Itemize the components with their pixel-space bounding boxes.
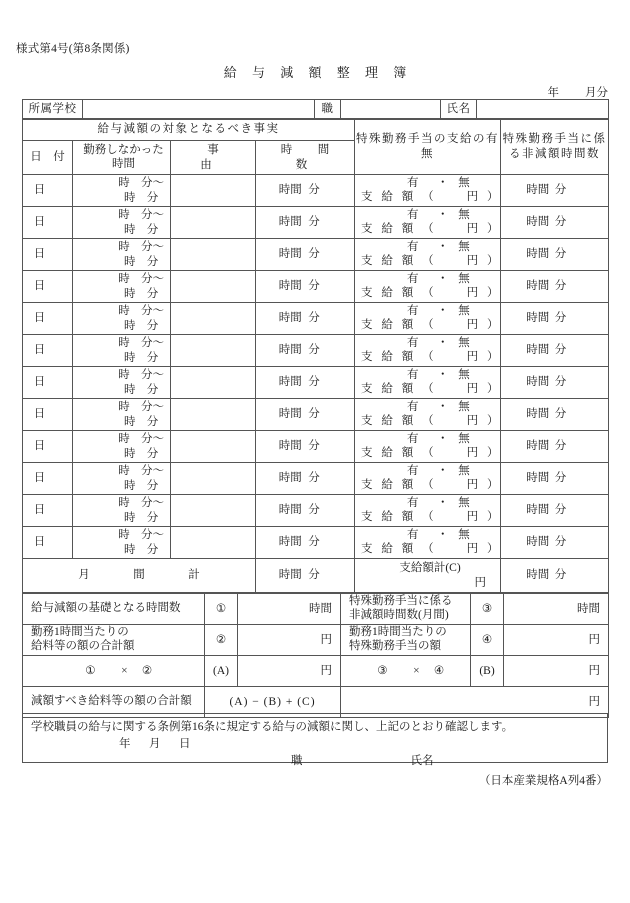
final-formula: (A) − (B) + (C) [205, 687, 341, 718]
table-row [23, 495, 609, 527]
total-payment-cell[interactable] [355, 559, 501, 593]
table-row [23, 431, 609, 463]
summary-3-right-value[interactable]: 円 [504, 656, 609, 687]
summary-2-right-number: ④ [471, 625, 504, 656]
post-label: 職 [315, 100, 341, 120]
summary-2-left-label-line1: 勤務1時間当たりの [31, 626, 129, 639]
cell-special-allowance[interactable]: 有 ・ 無 支 給 額 （ 円 ） [355, 399, 501, 431]
cell-non-reduced-hours[interactable]: 時間 分 [501, 207, 609, 239]
col-header-special-allowance: 特殊勤務手当の支給の有無 [355, 119, 501, 175]
summary-table [22, 593, 609, 718]
cell-hours[interactable]: 時間 分 [256, 335, 355, 367]
cell-date[interactable]: 日 [23, 463, 73, 495]
summary-2-left-value[interactable]: 円 [238, 625, 341, 656]
total-nonreduced-hours-unit: 時間 [526, 569, 550, 582]
form-number: 様式第4号(第8条関係) [16, 43, 130, 55]
summary-3-right-number: (B) [471, 656, 504, 687]
summary-3-left-operand-a: ① [85, 664, 97, 677]
non-reduced-line2: る非減額時間数 [509, 147, 600, 160]
cell-absent-time[interactable]: 時 分～ 時 分 [73, 367, 171, 399]
post-input[interactable] [341, 100, 441, 120]
confirmation-statement: 学校職員の給与に関する条例第16条に規定する給与の減額に関し、上記のとおり確認します。 [31, 721, 514, 733]
cell-special-allowance[interactable]: 有 ・ 無 支 給 額 （ 円 ） [355, 271, 501, 303]
cell-date[interactable]: 日 [23, 239, 73, 271]
page-title: 給 与 減 額 整 理 簿 [223, 65, 413, 80]
table-row [23, 100, 609, 120]
cell-non-reduced-hours[interactable]: 時間 分 [501, 271, 609, 303]
cell-non-reduced-hours[interactable]: 時間 分 [501, 335, 609, 367]
summary-1-right-value[interactable]: 時間 [504, 594, 609, 625]
total-hours-cell [256, 559, 355, 593]
total-hours-unit: 時間 [278, 569, 302, 582]
cell-absent-time[interactable]: 時 分～ 時 分 [73, 335, 171, 367]
summary-1-right-label [341, 594, 471, 625]
cell-absent-time[interactable]: 時 分～ 時 分 [73, 463, 171, 495]
ledger-group-header-row [23, 119, 609, 141]
cell-reason[interactable] [171, 207, 256, 239]
summary-2-left-label-line2: 給料等の額の合計額 [31, 640, 135, 652]
summary-3-right-operand-a: ③ [377, 664, 389, 677]
table-row [23, 367, 609, 399]
cell-absent-time[interactable]: 時 分～ 時 分 [73, 303, 171, 335]
total-nonreduced-cell [501, 559, 609, 593]
cell-reason[interactable] [171, 175, 256, 207]
col-header-non-reduced-hours [501, 119, 609, 175]
school-input[interactable] [83, 100, 315, 120]
cell-non-reduced-hours[interactable]: 時間 分 [501, 399, 609, 431]
cell-absent-time[interactable]: 時 分～ 時 分 [73, 527, 171, 559]
cell-hours[interactable]: 時間 分 [256, 303, 355, 335]
summary-row-1 [23, 594, 609, 625]
summary-3-left-operand-b: ② [141, 664, 154, 677]
school-label: 所属学校 [23, 100, 83, 120]
table-row [23, 271, 609, 303]
cell-date[interactable]: 日 [23, 399, 73, 431]
col-header-hours-count-text: 時 間 数 [280, 144, 355, 171]
cell-hours[interactable]: 時間 分 [256, 463, 355, 495]
total-payment-yen: 円 [474, 576, 486, 589]
summary-row-2 [23, 625, 609, 656]
cell-reason[interactable] [171, 367, 256, 399]
cell-non-reduced-hours[interactable]: 時間 分 [501, 527, 609, 559]
summary-3-right-operator: × [413, 664, 421, 677]
table-row [23, 463, 609, 495]
cell-special-allowance[interactable]: 有 ・ 無 支 給 額 （ 円 ） [355, 431, 501, 463]
ledger-table [22, 118, 609, 593]
identity-strip [22, 99, 609, 120]
cell-non-reduced-hours[interactable]: 時間 分 [501, 495, 609, 527]
ledger-rows-body [23, 175, 609, 559]
col-header-date: 日 付 [23, 141, 73, 175]
cell-non-reduced-hours[interactable]: 時間 分 [501, 175, 609, 207]
final-label: 減額すべき給料等の額の合計額 [23, 687, 205, 718]
col-header-absent-time [73, 141, 171, 175]
cell-date[interactable]: 日 [23, 175, 73, 207]
cell-date[interactable]: 日 [23, 271, 73, 303]
cell-special-allowance[interactable]: 有 ・ 無 支 給 額 （ 円 ） [355, 495, 501, 527]
name-label: 氏名 [441, 100, 477, 120]
confirm-month: 月 [149, 738, 161, 750]
cell-non-reduced-hours[interactable]: 時間 分 [501, 463, 609, 495]
cell-hours[interactable]: 時間 分 [256, 431, 355, 463]
confirmation-date[interactable] [23, 735, 607, 751]
cell-special-allowance[interactable]: 有 ・ 無 支 給 額 （ 円 ） [355, 239, 501, 271]
table-row [23, 175, 609, 207]
final-value[interactable]: 円 [341, 687, 609, 718]
summary-2-right-label-line1: 勤務1時間当たりの [349, 626, 447, 639]
cell-reason[interactable] [171, 399, 256, 431]
period-month-label: 月分 [585, 87, 608, 99]
cell-reason[interactable] [171, 303, 256, 335]
footnote: （日本産業規格A列4番） [478, 775, 608, 787]
cell-special-allowance[interactable]: 有 ・ 無 支 給 額 （ 円 ） [355, 207, 501, 239]
cell-reason[interactable] [171, 463, 256, 495]
total-nonreduced-minutes-unit: 分 [554, 569, 567, 582]
cell-special-allowance[interactable]: 有 ・ 無 支 給 額 （ 円 ） [355, 463, 501, 495]
summary-3-left-number: (A) [205, 656, 238, 687]
cell-reason[interactable] [171, 431, 256, 463]
cell-date[interactable]: 日 [23, 527, 73, 559]
summary-2-right-value[interactable]: 円 [504, 625, 609, 656]
summary-3-right-formula [341, 656, 471, 687]
cell-special-allowance[interactable]: 有 ・ 無 支 給 額 （ 円 ） [355, 527, 501, 559]
cell-special-allowance[interactable]: 有 ・ 無 支 給 額 （ 円 ） [355, 303, 501, 335]
total-label: 月 間 計 [23, 559, 256, 593]
cell-special-allowance[interactable]: 有 ・ 無 支 給 額 （ 円 ） [355, 367, 501, 399]
cell-hours[interactable]: 時間 分 [256, 367, 355, 399]
table-row [23, 207, 609, 239]
table-row [23, 399, 609, 431]
summary-1-left-value[interactable]: 時間 [238, 594, 341, 625]
cell-hours[interactable]: 時間 分 [256, 175, 355, 207]
cell-reason[interactable] [171, 335, 256, 367]
summary-3-left-value[interactable]: 円 [238, 656, 341, 687]
cell-non-reduced-hours[interactable]: 時間 分 [501, 431, 609, 463]
summary-2-right-label [341, 625, 471, 656]
confirmation-block [22, 713, 608, 767]
summary-1-right-label-line1: 特殊勤務手当に係る [349, 595, 453, 608]
cell-absent-time[interactable]: 時 分～ 時 分 [73, 399, 171, 431]
cell-absent-time[interactable]: 時 分～ 時 分 [73, 239, 171, 271]
cell-absent-time[interactable]: 時 分～ 時 分 [73, 175, 171, 207]
total-minutes-unit: 分 [308, 569, 320, 582]
cell-hours[interactable]: 時間 分 [256, 399, 355, 431]
cell-date[interactable]: 日 [23, 367, 73, 399]
cell-date[interactable]: 日 [23, 431, 73, 463]
cell-non-reduced-hours[interactable]: 時間 分 [501, 367, 609, 399]
cell-hours[interactable]: 時間 分 [256, 207, 355, 239]
summary-2-left-label [23, 625, 205, 656]
cell-date[interactable]: 日 [23, 335, 73, 367]
confirm-name-label: 氏名 [410, 755, 434, 767]
summary-3-right-operand-b: ④ [433, 664, 446, 677]
table-row [23, 527, 609, 559]
summary-1-left-number: ① [205, 594, 238, 625]
cell-reason[interactable] [171, 495, 256, 527]
summary-3-left-formula [23, 656, 205, 687]
summary-1-left-label: 給与減額の基礎となる時間数 [23, 594, 205, 625]
col-header-reason-text: 事 由 [200, 144, 284, 171]
cell-absent-time[interactable]: 時 分～ 時 分 [73, 431, 171, 463]
cell-non-reduced-hours[interactable]: 時間 分 [501, 239, 609, 271]
summary-3-left-operator: × [121, 664, 129, 677]
summary-row-3 [23, 656, 609, 687]
cell-special-allowance[interactable]: 有 ・ 無 支 給 額 （ 円 ） [355, 175, 501, 207]
cell-reason[interactable] [171, 239, 256, 271]
cell-non-reduced-hours[interactable]: 時間 分 [501, 303, 609, 335]
cell-absent-time[interactable]: 時 分～ 時 分 [73, 207, 171, 239]
absent-time-line2: 時間 [112, 157, 135, 170]
table-row [23, 335, 609, 367]
absent-time-line1: 勤務しなかった [83, 144, 164, 157]
summary-2-right-label-line2: 特殊勤務手当の額 [349, 640, 441, 652]
cell-date[interactable]: 日 [23, 207, 73, 239]
name-input[interactable] [477, 100, 609, 120]
table-row [23, 303, 609, 335]
cell-absent-time[interactable]: 時 分～ 時 分 [73, 271, 171, 303]
ledger-total-row [23, 559, 609, 593]
cell-hours[interactable]: 時間 分 [256, 495, 355, 527]
cell-date[interactable]: 日 [23, 303, 73, 335]
confirm-year: 年 [119, 738, 131, 750]
total-payment-label: 支給額計(C) [399, 561, 461, 574]
table-row [23, 239, 609, 271]
confirmation-signature[interactable] [23, 752, 607, 768]
cell-special-allowance[interactable]: 有 ・ 無 支 給 額 （ 円 ） [355, 335, 501, 367]
summary-2-left-number: ② [205, 625, 238, 656]
cell-absent-time[interactable]: 時 分～ 時 分 [73, 495, 171, 527]
confirm-day: 日 [179, 738, 191, 750]
cell-reason[interactable] [171, 271, 256, 303]
cell-hours[interactable]: 時間 分 [256, 527, 355, 559]
cell-hours[interactable]: 時間 分 [256, 271, 355, 303]
cell-reason[interactable] [171, 527, 256, 559]
summary-1-right-number: ③ [471, 594, 504, 625]
confirm-post-label: 職 [291, 755, 303, 767]
col-header-reason [171, 141, 284, 175]
period-year-label: 年 [547, 87, 559, 99]
non-reduced-line1: 特殊勤務手当に係 [502, 133, 607, 146]
cell-hours[interactable]: 時間 分 [256, 239, 355, 271]
cell-date[interactable]: 日 [23, 495, 73, 527]
period-line [548, 84, 609, 100]
summary-1-right-label-line2: 非減額時間数(月間) [349, 609, 449, 621]
ledger-group-header: 給与減額の対象となるべき事実 [23, 119, 355, 141]
